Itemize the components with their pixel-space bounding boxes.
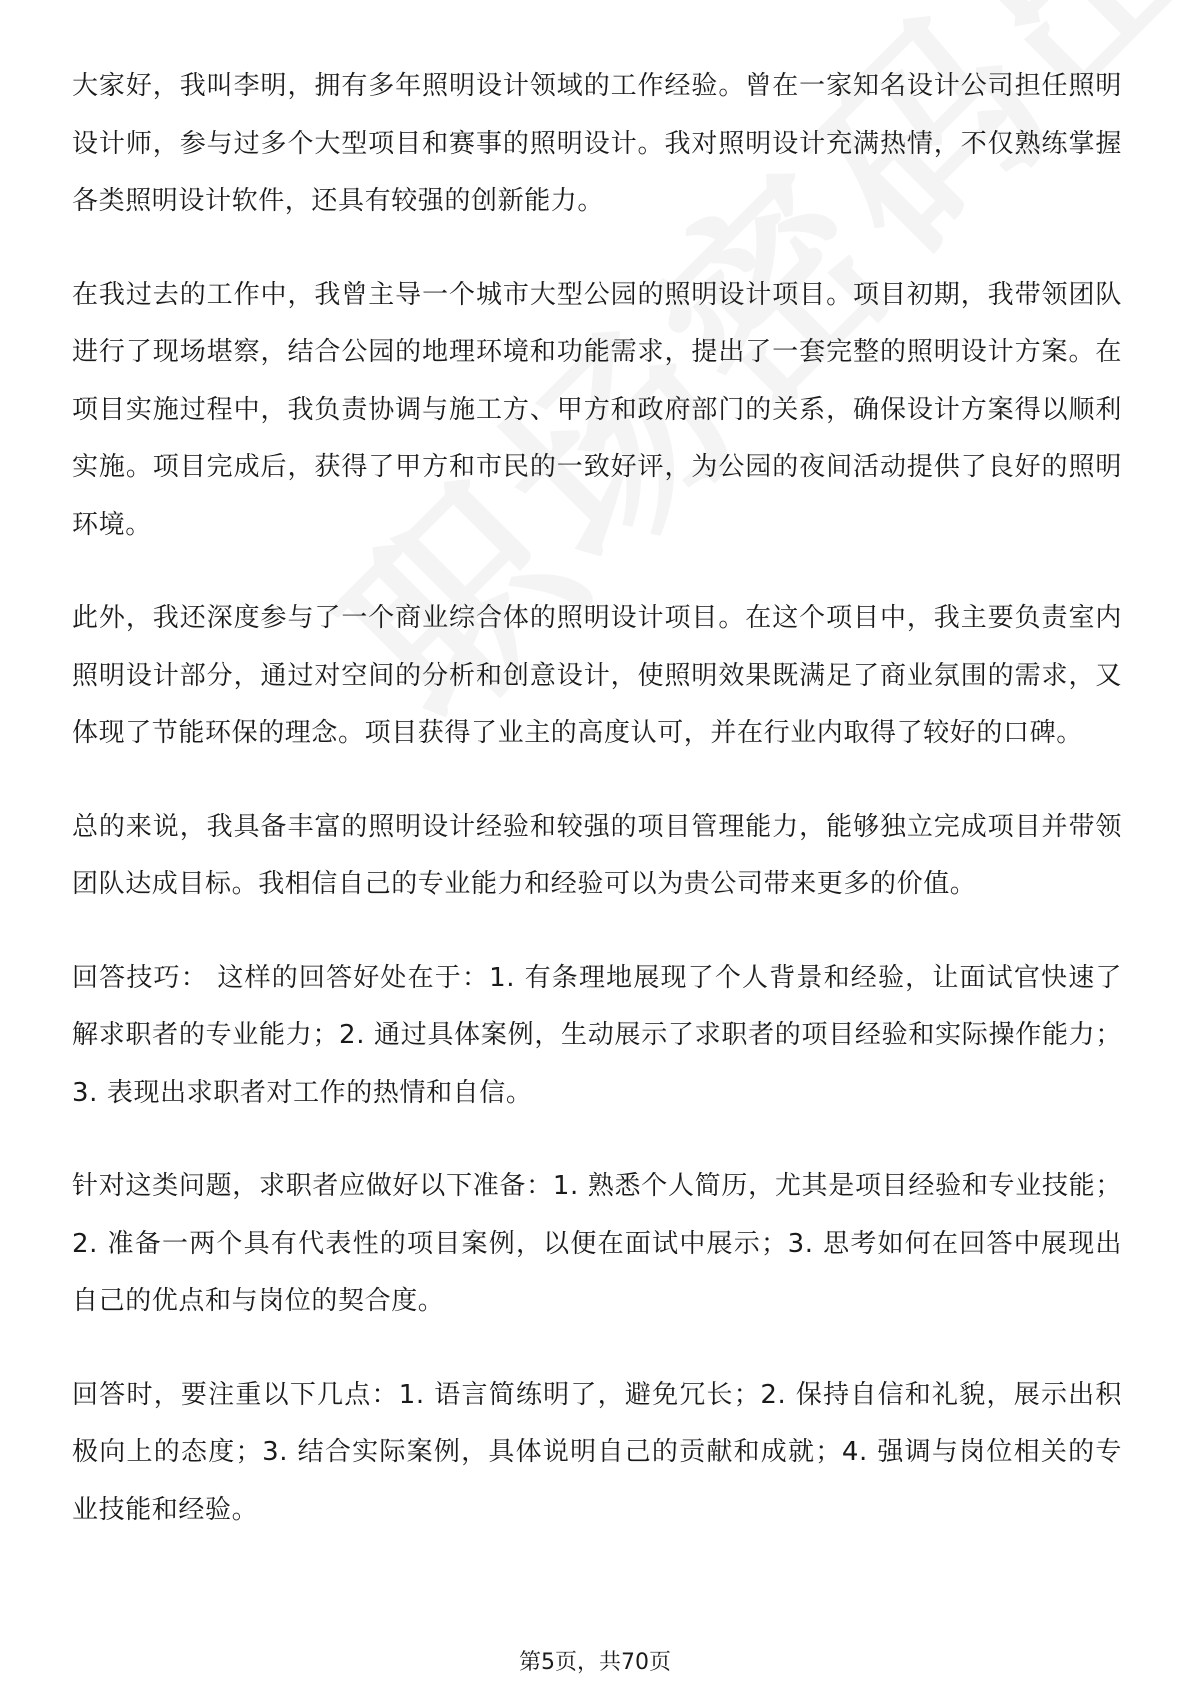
page-number: 第5页，共70页	[519, 1650, 671, 1675]
paragraph-park-project: 在我过去的工作中，我曾主导一个城市大型公园的照明设计项目。项目初期，我带领团队进行了现场堪察，结合公园的地理环境和功能需求，提出了一套完整的照明设计方案。在项目实施过程中，我负责协调与施工方、甲方和政府部门的关系，确保设计方案得以顺利实施。项目完成后，获得了甲方和市民的一致好评，为公园的夜间活动提供了良好的照明环境。	[72, 279, 1122, 540]
document-body	[72, 58, 1122, 1575]
paragraph-commercial-project: 此外，我还深度参与了一个商业综合体的照明设计项目。在这个项目中，我主要负责室内照明设计部分，通过对空间的分析和创意设计，使照明效果既满足了商业氛围的需求，又体现了节能环保的理念。项目获得了业主的高度认可，并在行业内取得了较好的口碑。	[72, 603, 1122, 748]
paragraph-answer-notes: 回答时，要注重以下几点：1. 语言简练明了，避免冗长；2. 保持自信和礼貌，展示出积极向上的态度；3. 结合实际案例，具体说明自己的贡献和成就；4. 强调与岗位相关的专业技能和经验。	[72, 1379, 1122, 1525]
paragraph-summary: 总的来说，我具备丰富的照明设计经验和较强的项目管理能力，能够独立完成项目并带领团队达成目标。我相信自己的专业能力和经验可以为贵公司带来更多的价值。	[72, 811, 1122, 899]
paragraph-preparation: 针对这类问题，求职者应做好以下准备：1. 熟悉个人简历，尤其是项目经验和专业技能；2. 准备一两个具有代表性的项目案例，以便在面试中展示；3. 思考如何在回答中展现出自己的优点和与岗位的契合度。	[72, 1171, 1122, 1316]
paragraph-answer-tips: 回答技巧： 这样的回答好处在于：1. 有条理地展现了个人背景和经验，让面试官快速了解求职者的专业能力；2. 通过具体案例，生动展示了求职者的项目经验和实际操作能力；3. 表现出求职者对工作的热情和自信。	[72, 962, 1122, 1108]
paragraph-intro: 大家好，我叫李明，拥有多年照明设计领域的工作经验。曾在一家知名设计公司担任照明设计师，参与过多个大型项目和赛事的照明设计。我对照明设计充满热情，不仅熟练掌握各类照明设计软件，还具有较强的创新能力。	[72, 71, 1122, 216]
